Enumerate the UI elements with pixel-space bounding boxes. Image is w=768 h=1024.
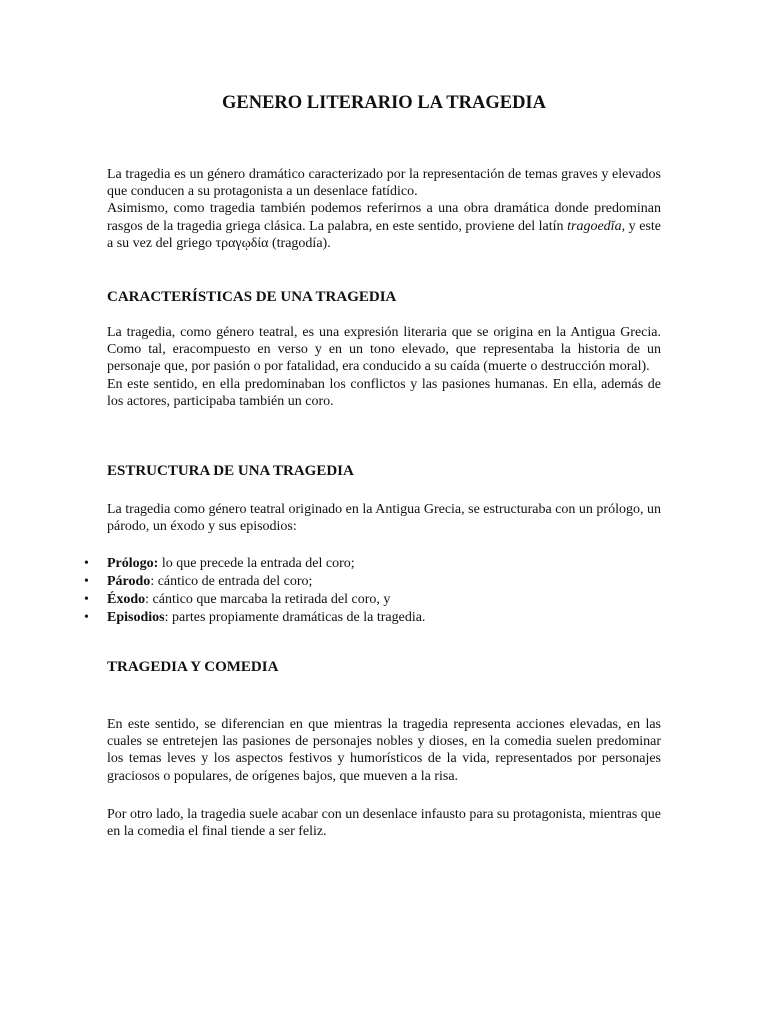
intro-text-2-end: , y este a su vez del griego τραγῳδία (tragodía). [107,218,661,251]
list-item [84,609,425,627]
intro-text-2 [107,200,661,252]
list-item-term: Episodios [107,610,165,625]
tragedia-comedia-text-1: En este sentido, se diferencian en que mientras la tragedia representa acciones elevadas, en las cuales se entretejen las pasiones de personajes nobles y dioses, en la comedia suelen predominar los temas leves y los aspectos festivos y humorísticos de la vida, representados por personajes graciosos o populares, de orígenes bajos, que mueven a la risa. [107,717,661,784]
intro-text-2-main: Asimismo, como tragedia también podemos referirnos a una obra dramática donde predominan rasgos de la tragedia griega clásica. La palabra, en este sentido, proviene del latín [107,201,661,234]
list-item-text: : cántico que marcaba la retirada del coro, y [145,592,391,607]
tragedia-comedia-paragraph-2 [107,806,661,840]
intro-latin-word: tragoedĭa [567,218,622,234]
estructura-list [84,555,425,627]
intro-paragraph [107,166,661,252]
list-item [84,573,425,591]
caracteristicas-text-1: La tragedia, como género teatral, es una expresión literaria que se origina en la Antigua Grecia. Como tal, eracompuesto en verso y en un tono elevado, que representaba la historia de un personaje que, por pasión o por fatalidad, era conducido a su caída (muerte o destrucción moral). [107,325,661,375]
tragedia-comedia-paragraph-1 [107,716,661,785]
list-item-text: : partes propiamente dramáticas de la tragedia. [164,610,426,625]
list-item-term: Prólogo: [107,556,159,571]
list-item-text: : cántico de entrada del coro; [150,574,313,589]
document-title: GENERO LITERARIO LA TRAGEDIA [222,93,546,113]
estructura-paragraph [107,501,661,535]
caracteristicas-paragraph [107,324,661,410]
list-item-term: Éxodo [107,592,146,607]
bullet-icon: • [84,610,89,625]
tragedia-comedia-text-2: Por otro lado, la tragedia suele acabar con un desenlace infausto para su protagonista, mientras que en la comedia el final tiende a ser feliz. [107,807,661,840]
list-item [84,591,425,609]
caracteristicas-text-2: En este sentido, en ella predominaban los conflictos y las pasiones humanas. En ella, además de los actores, participaba también un coro. [107,376,661,409]
list-item-term: Párodo [107,574,151,589]
estructura-text-1: La tragedia como género teatral originado en la Antigua Grecia, se estructuraba con un prólogo, un párodo, un éxodo y sus episodios: [107,502,661,535]
list-item [84,555,425,573]
section-heading-estructura: ESTRUCTURA DE UNA TRAGEDIA [107,463,354,479]
bullet-icon: • [84,574,89,589]
bullet-icon: • [84,556,89,571]
bullet-icon: • [84,592,89,607]
list-item-text: lo que precede la entrada del coro; [158,556,355,571]
section-heading-caracteristicas: CARACTERÍSTICAS DE UNA TRAGEDIA [107,289,397,305]
section-heading-tragedia-comedia: TRAGEDIA Y COMEDIA [107,659,279,675]
intro-text-1: La tragedia es un género dramático caracterizado por la representación de temas graves y elevados que conducen a su protagonista a un desenlace fatídico. [107,167,661,200]
